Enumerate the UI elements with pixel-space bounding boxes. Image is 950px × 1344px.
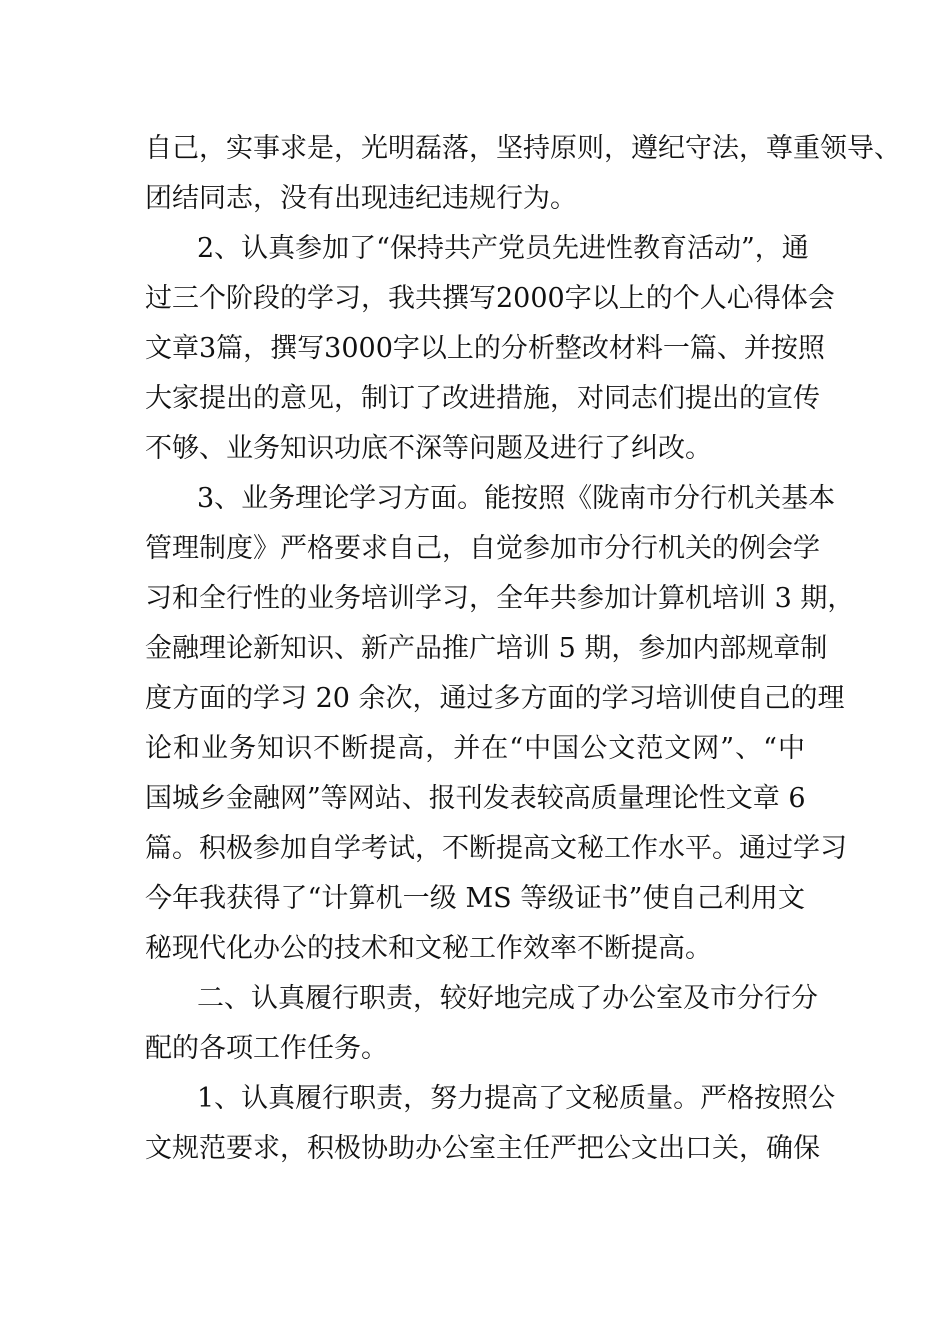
text-line-19: 配的各项工作任务。 [145, 1033, 388, 1064]
text-line-1: 自己，实事求是，光明磊落，坚持原则，遵纪守法，尊重领导、 [145, 133, 901, 164]
text-line-7: 不够、业务知识功底不深等问题及进行了纠改。 [145, 433, 712, 464]
text-line-16: 今年我获得了“计算机一级 MS 等级证书”使自己利用文 [145, 883, 805, 914]
text-line-6: 大家提出的意见，制订了改进措施，对同志们提出的宣传 [145, 383, 820, 414]
text-line-14: 国城乡金融网”等网站、报刊发表较高质量理论性文章 6 [145, 783, 806, 814]
text-line-8: 3、业务理论学习方面。能按照《陇南市分行机关基本 [197, 483, 836, 514]
text-line-17: 秘现代化办公的技术和文秘工作效率不断提高。 [145, 933, 712, 964]
text-line-21: 文规范要求，积极协助办公室主任严把公文出口关，确保 [145, 1133, 820, 1164]
text-line-12: 度方面的学习 20 余次，通过多方面的学习培训使自己的理 [145, 683, 845, 714]
text-line-11: 金融理论新知识、新产品推广培训 5 期，参加内部规章制 [145, 633, 828, 664]
text-line-5: 文章3篇，撰写3000字以上的分析整改材料一篇、并按照 [145, 333, 825, 364]
text-line-13: 论和业务知识不断提高，并在“中国公文范文网”、“中 [145, 733, 805, 764]
text-line-2: 团结同志，没有出现违纪违规行为。 [145, 183, 577, 214]
text-line-10: 习和全行性的业务培训学习，全年共参加计算机培训 3 期， [145, 583, 855, 614]
text-line-9: 管理制度》严格要求自己，自觉参加市分行机关的例会学 [145, 533, 820, 564]
text-line-18: 二、认真履行职责，较好地完成了办公室及市分行分 [197, 983, 818, 1014]
text-line-3: 2、认真参加了“保持共产党员先进性教育活动”，通 [197, 233, 809, 264]
text-line-15: 篇。积极参加自学考试，不断提高文秘工作水平。通过学习 [145, 833, 847, 864]
text-line-4: 过三个阶段的学习，我共撰写2000字以上的个人心得体会 [145, 283, 835, 314]
text-line-20: 1、认真履行职责，努力提高了文秘质量。严格按照公 [197, 1083, 836, 1114]
